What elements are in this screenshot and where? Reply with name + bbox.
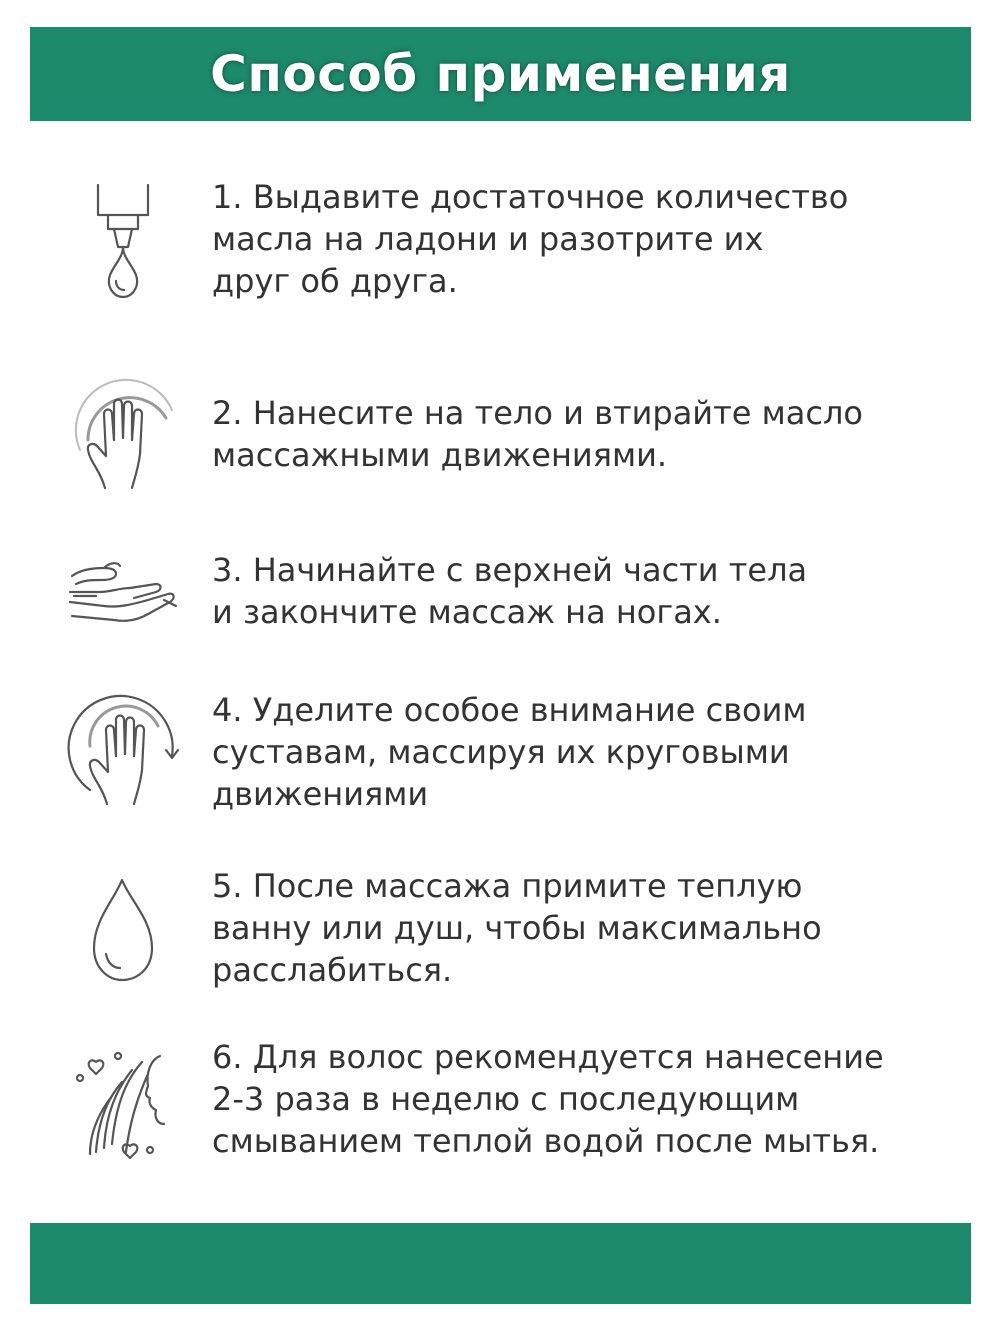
hand-touch-icon (60, 370, 190, 500)
hand-cream-icon (60, 540, 190, 670)
hand-circular-icon (60, 680, 190, 810)
header-bar (30, 27, 971, 121)
step-5-text: 5. После массажа примите теплую ванну или душ, чтобы максимально расслабиться. (212, 867, 822, 989)
step-3-text: 3. Начинайте с верхней части тела и закончите массаж на ногах. (212, 551, 808, 631)
step-4-text: 4. Уделите особое внимание своим суставам, массируя их круговыми движениями (212, 691, 807, 813)
step-1-text: 1. Выдавите достаточное количество масла на ладони и разотрите их друг об друга. (212, 178, 849, 300)
dropper-icon (60, 175, 190, 305)
footer-bar (30, 1223, 971, 1304)
step-2-text: 2. Нанесите на тело и втирайте масло массажными движениями. (212, 394, 863, 474)
page-title: Способ применения (210, 45, 791, 103)
hair-care-icon (60, 1044, 190, 1174)
water-drop-icon (60, 870, 190, 1000)
step-6-text: 6. Для волос рекомендуется нанесение 2-3 раза в неделю с последующим смыванием теплой водой после мытья. (212, 1038, 884, 1160)
